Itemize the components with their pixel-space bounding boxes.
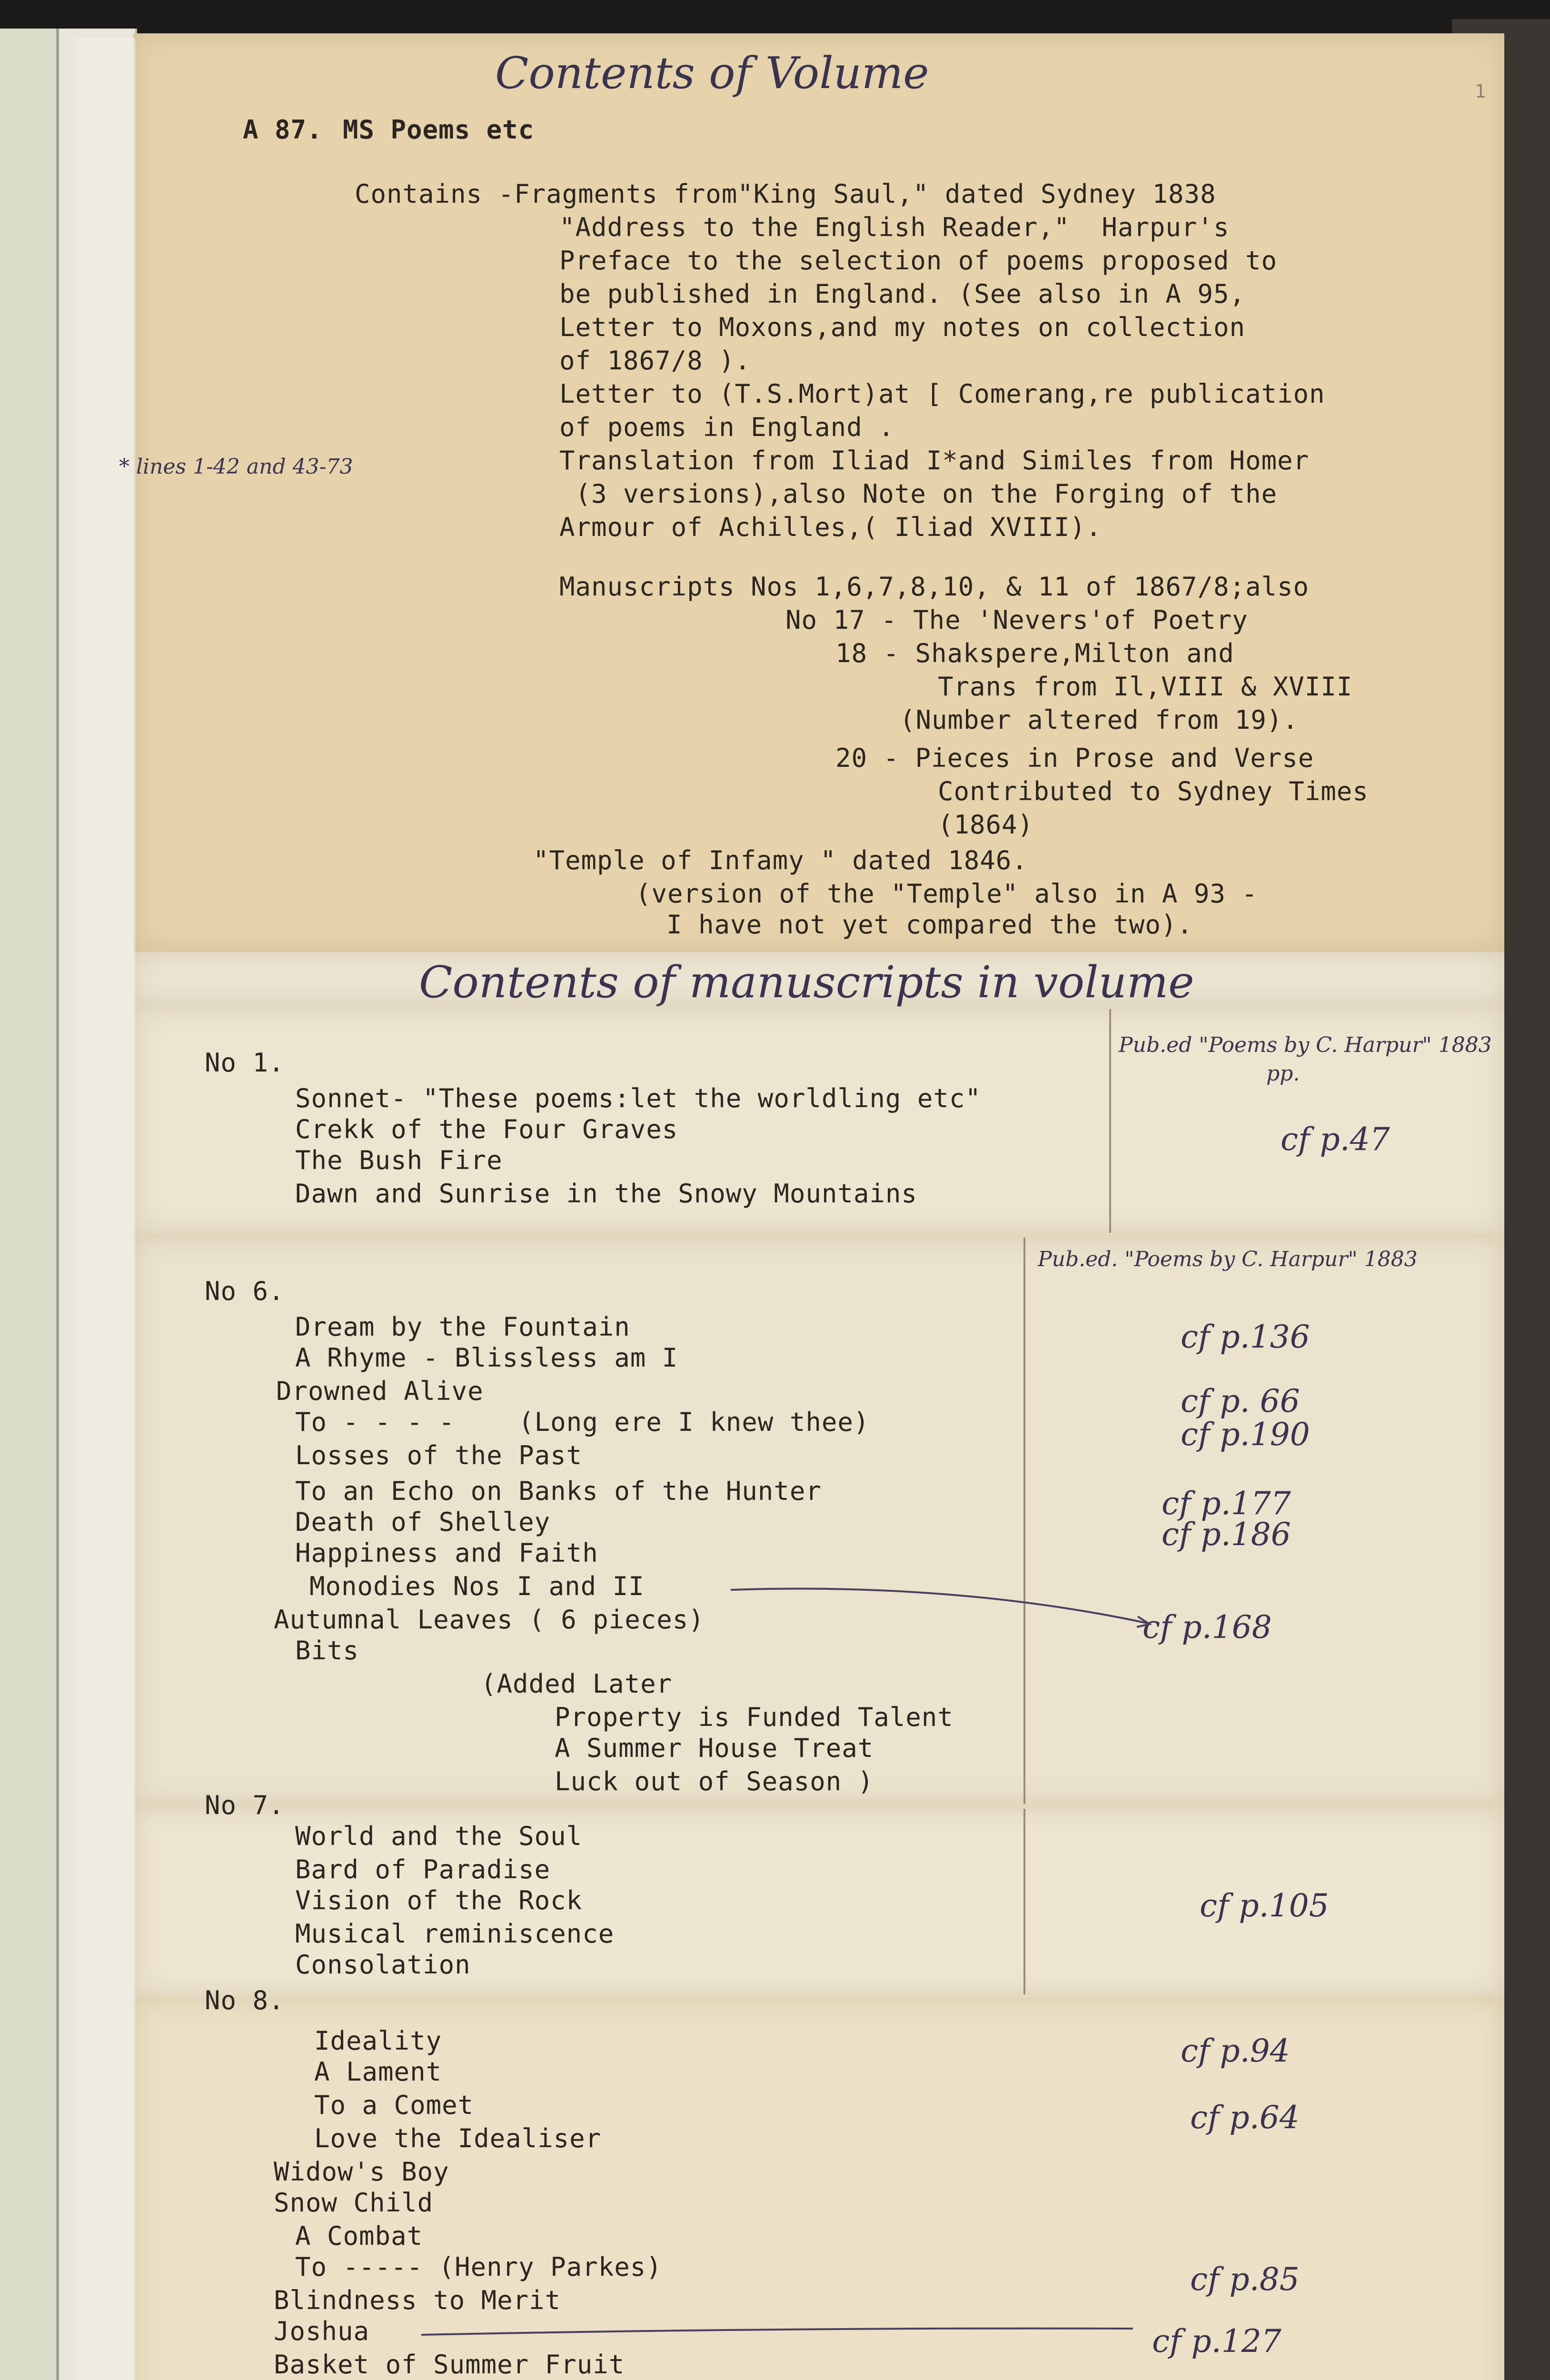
contents-line: "Address to the English Reader," Harpur's — [559, 212, 1230, 242]
manuscripts-line: Trans from Il,VIII & XVIII — [938, 672, 1353, 702]
publication-note: Pub.ed "Poems by C. Harpur" 1883 — [1119, 1033, 1492, 1057]
connector-line — [419, 2323, 1143, 2342]
list-item: Death of Shelley — [295, 1507, 551, 1537]
list-item: Losses of the Past — [295, 1440, 583, 1470]
list-item: Bard of Paradise — [295, 1854, 551, 1884]
page-reference: cf p.127 — [1152, 2323, 1282, 2360]
page-reference: cf p.190 — [1181, 1416, 1310, 1453]
list-item: Musical reminiscence — [295, 1919, 615, 1949]
contents-line: of 1867/8 ). — [559, 346, 751, 376]
manuscripts-line: 18 - Shakspere,Milton and — [835, 638, 1234, 668]
section-label: No 8. — [205, 1985, 285, 2015]
contents-line: Letter to (T.S.Mort)at [ Comerang,re publication — [559, 379, 1325, 409]
list-item: World and the Soul — [295, 1821, 583, 1851]
page-reference: cf p.168 — [1143, 1609, 1272, 1646]
publication-note-pages: pp. — [1266, 1061, 1300, 1086]
contents-line: Armour of Achilles,( Iliad XVIII). — [559, 512, 1102, 542]
manuscripts-line: I have not yet compared the two). — [666, 910, 1193, 940]
left-board — [0, 29, 59, 2380]
section-label: No 1. — [205, 1048, 285, 1078]
list-item: (Added Later — [481, 1669, 673, 1699]
list-item: Drowned Alive — [276, 1376, 484, 1406]
list-item: A Summer House Treat — [555, 1733, 874, 1763]
list-item: Happiness and Faith — [295, 1538, 598, 1568]
list-item: Property is Funded Talent — [555, 1702, 954, 1732]
list-item: Dawn and Sunrise in the Snowy Mountains — [295, 1179, 917, 1209]
list-item: To a Comet — [314, 2090, 474, 2120]
connector-line — [728, 1571, 1157, 1637]
page-reference: cf p.47 — [1281, 1121, 1390, 1158]
list-item: A Rhyme - Blissless am I — [295, 1343, 678, 1373]
list-item: Bits — [295, 1636, 359, 1666]
contents-line: (3 versions),also Note on the Forging of the — [559, 479, 1277, 509]
manuscripts-line: (version of the "Temple" also in A 93 - — [636, 879, 1258, 909]
list-item: Widow's Boy — [274, 2157, 449, 2187]
column-rule — [1109, 1009, 1111, 1233]
list-item: Consolation — [295, 1950, 471, 1980]
page-number: 1 — [1475, 81, 1487, 102]
publication-note: Pub.ed. "Poems by C. Harpur" 1883 — [1038, 1247, 1418, 1271]
list-item: Luck out of Season ) — [555, 1766, 874, 1796]
item-code: A 87. — [243, 115, 323, 145]
page-reference: cf p.136 — [1181, 1319, 1310, 1355]
list-item: Joshua — [274, 2316, 370, 2346]
list-item: Basket of Summer Fruit — [274, 2350, 625, 2380]
margin-note: * lines 1-42 and 43-73 — [119, 455, 353, 479]
list-item: The Bush Fire — [295, 1145, 503, 1175]
column-rule — [1023, 1809, 1025, 1994]
list-item: Dream by the Fountain — [295, 1312, 630, 1342]
handwritten-title: Contents of Volume — [495, 48, 929, 99]
page-reference: cf p.186 — [1162, 1516, 1291, 1553]
column-rule — [1023, 1238, 1025, 1804]
list-item: Ideality — [314, 2026, 442, 2056]
section-label: No 6. — [205, 1276, 285, 1306]
list-item: A Lament — [314, 2057, 442, 2087]
contents-line: Contains -Fragments from"King Saul," dated Sydney 1838 — [355, 179, 1216, 209]
list-item: To an Echo on Banks of the Hunter — [295, 1476, 822, 1506]
page-reference: cf p.105 — [1200, 1887, 1329, 1924]
page-reference: cf p.94 — [1181, 2033, 1290, 2069]
contents-line: be published in England. (See also in A 95, — [559, 279, 1245, 309]
manuscripts-line: (1864) — [938, 810, 1034, 840]
page-reference: cf p.85 — [1190, 2261, 1300, 2298]
manuscripts-line: No 17 - The 'Nevers'of Poetry — [785, 605, 1248, 635]
manuscripts-line: Manuscripts Nos 1,6,7,8,10, & 11 of 1867/8;also — [559, 572, 1310, 602]
manuscripts-line: "Temple of Infamy " dated 1846. — [533, 845, 1028, 875]
manuscripts-heading: Contents of manuscripts in volume — [419, 957, 1194, 1008]
list-item: Monodies Nos I and II — [309, 1571, 645, 1601]
contents-line: Preface to the selection of poems proposed to — [559, 246, 1277, 276]
contents-line: Letter to Moxons,and my notes on collection — [559, 312, 1245, 342]
manuscripts-line: (Number altered from 19). — [900, 705, 1299, 735]
manuscripts-line: 20 - Pieces in Prose and Verse — [835, 743, 1314, 773]
list-item: To ----- (Henry Parkes) — [295, 2252, 662, 2282]
list-item: Love the Idealiser — [314, 2123, 602, 2153]
hinge-tape — [75, 38, 135, 2380]
contents-line: Translation from Iliad I*and Similes from Homer — [559, 446, 1310, 476]
list-item: To - - - - (Long ere I knew thee) — [295, 1407, 870, 1437]
page-reference: cf p.64 — [1190, 2099, 1300, 2136]
item-title: MS Poems etc — [343, 115, 535, 145]
page-reference: cf p. 66 — [1181, 1383, 1300, 1419]
contents-line: of poems in England . — [559, 412, 894, 442]
section-label: No 7. — [205, 1790, 285, 1820]
list-item: Sonnet- "These poems:let the worldling etc" — [295, 1083, 981, 1113]
list-item: A Combat — [295, 2221, 423, 2251]
list-item: Vision of the Rock — [295, 1885, 583, 1915]
list-item: Snow Child — [274, 2188, 434, 2218]
page-reference: cf p.177 — [1162, 1485, 1291, 1522]
manuscripts-line: Contributed to Sydney Times — [938, 776, 1369, 806]
list-item: Blindness to Merit — [274, 2285, 561, 2315]
list-item: Crekk of the Four Graves — [295, 1114, 678, 1144]
list-item: Autumnal Leaves ( 6 pieces) — [274, 1605, 705, 1635]
